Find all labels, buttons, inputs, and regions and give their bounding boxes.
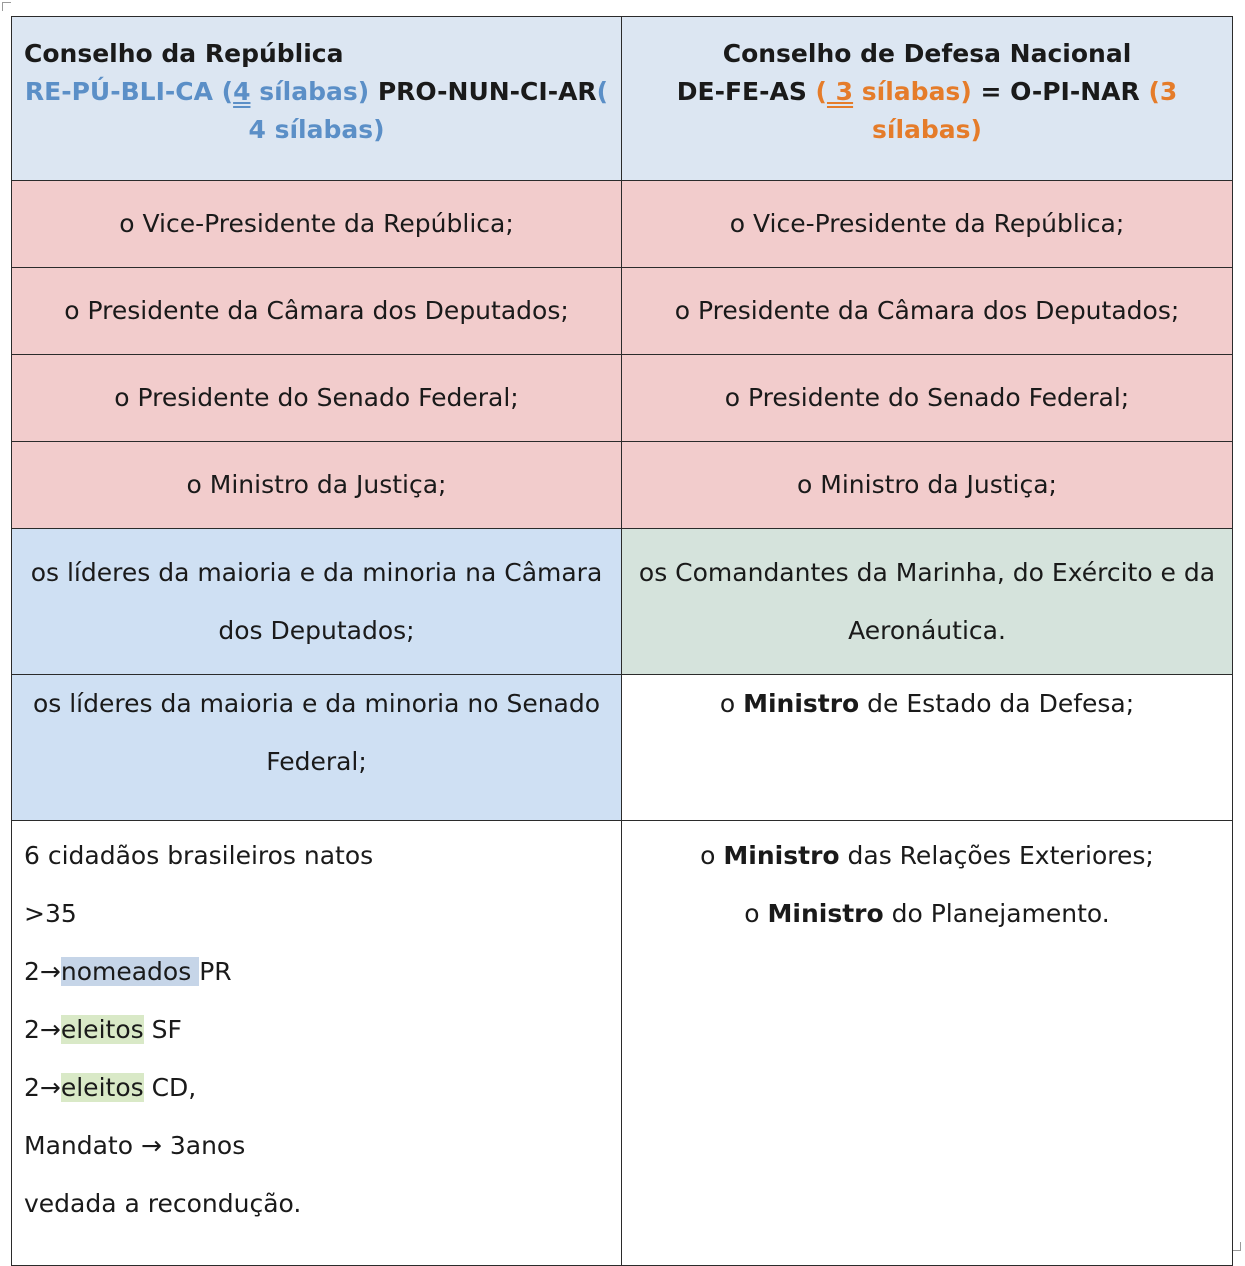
- table-row: [12, 675, 1233, 821]
- table-cell: [622, 675, 1233, 821]
- table-row: [12, 529, 1233, 675]
- table-cell: o Presidente do Senado Federal;: [12, 355, 622, 442]
- item-text: SF: [143, 1015, 182, 1044]
- list-item: >35: [24, 899, 77, 928]
- table-cell: os líderes da maioria e da minoria na Câmara dos Deputados;: [12, 529, 622, 675]
- item-text: 2→: [24, 1015, 61, 1044]
- item-bold-text: Ministro: [767, 899, 884, 928]
- item-text: 2→: [24, 1073, 61, 1102]
- table-cell: [12, 821, 622, 1266]
- list-item: vedada a recondução.: [24, 1189, 302, 1218]
- highlighted-text: eleitos: [60, 1073, 144, 1102]
- table-cell: [622, 821, 1233, 1266]
- table-cell: o Ministro da Justiça;: [622, 442, 1233, 529]
- syllable-text: (3 sílabas): [872, 77, 1178, 144]
- header-right-title: Conselho de Defesa Nacional: [722, 39, 1132, 68]
- table-resize-handle[interactable]: [1232, 1242, 1241, 1251]
- table-cell: os líderes da maioria e da minoria no Senado Federal;: [12, 675, 622, 821]
- comparison-table: [11, 16, 1233, 1266]
- item-text: das Relações Exteriores;: [839, 841, 1154, 870]
- syllable-count: 3: [826, 77, 854, 106]
- header-row: [12, 17, 1233, 181]
- item-text: o: [744, 899, 768, 928]
- cell-text: o: [719, 689, 744, 718]
- header-left-syllables: [24, 73, 609, 149]
- table-row: [12, 181, 1233, 268]
- list-item: [24, 1001, 609, 1059]
- table-cell: o Presidente do Senado Federal;: [622, 355, 1233, 442]
- cell-bold-text: Ministro: [743, 689, 860, 718]
- syllable-text: = O-PI-NAR: [971, 77, 1149, 106]
- syllable-count: 4: [233, 77, 251, 106]
- table-row: [12, 355, 1233, 442]
- header-left-cell: [12, 17, 622, 181]
- item-text: 2→: [24, 957, 61, 986]
- syllable-text: sílabas): [250, 77, 370, 106]
- header-left-title: Conselho da República: [24, 39, 344, 68]
- table-cell: o Vice-Presidente da República;: [622, 181, 1233, 268]
- syllable-text: ( 4 sílabas): [248, 77, 609, 144]
- table-cell: o Vice-Presidente da República;: [12, 181, 622, 268]
- syllable-text: (: [806, 77, 827, 106]
- syllable-text: PRO-NUN-CI-AR: [369, 77, 597, 106]
- table-row: [12, 268, 1233, 355]
- syllable-text: RE-PÚ-BLI-CA (: [24, 77, 234, 106]
- list-item: [24, 943, 609, 1001]
- list-item: Mandato → 3anos: [24, 1131, 246, 1160]
- list-item: [634, 885, 1220, 943]
- item-text: o: [700, 841, 724, 870]
- table-cell: o Presidente da Câmara dos Deputados;: [12, 268, 622, 355]
- table-cell: o Ministro da Justiça;: [12, 442, 622, 529]
- list-item: [24, 1059, 609, 1117]
- list-item: 6 cidadãos brasileiros natos: [24, 841, 374, 870]
- table-row: [12, 821, 1233, 1266]
- table-cell: os Comandantes da Marinha, do Exército e da Aeronáutica.: [622, 529, 1233, 675]
- item-text: PR: [199, 957, 232, 986]
- table-cell: o Presidente da Câmara dos Deputados;: [622, 268, 1233, 355]
- item-bold-text: Ministro: [723, 841, 840, 870]
- table-move-handle[interactable]: [2, 2, 11, 11]
- header-right-syllables: [634, 73, 1220, 149]
- highlighted-text: eleitos: [60, 1015, 144, 1044]
- header-right-cell: [622, 17, 1233, 181]
- item-text: do Planejamento.: [883, 899, 1110, 928]
- cell-text: de Estado da Defesa;: [859, 689, 1135, 718]
- list-item: [634, 827, 1220, 885]
- syllable-text: sílabas): [853, 77, 972, 106]
- table-row: [12, 442, 1233, 529]
- item-text: CD,: [143, 1073, 197, 1102]
- syllable-text: DE-FE-AS: [676, 77, 807, 106]
- highlighted-text: nomeados: [60, 957, 200, 986]
